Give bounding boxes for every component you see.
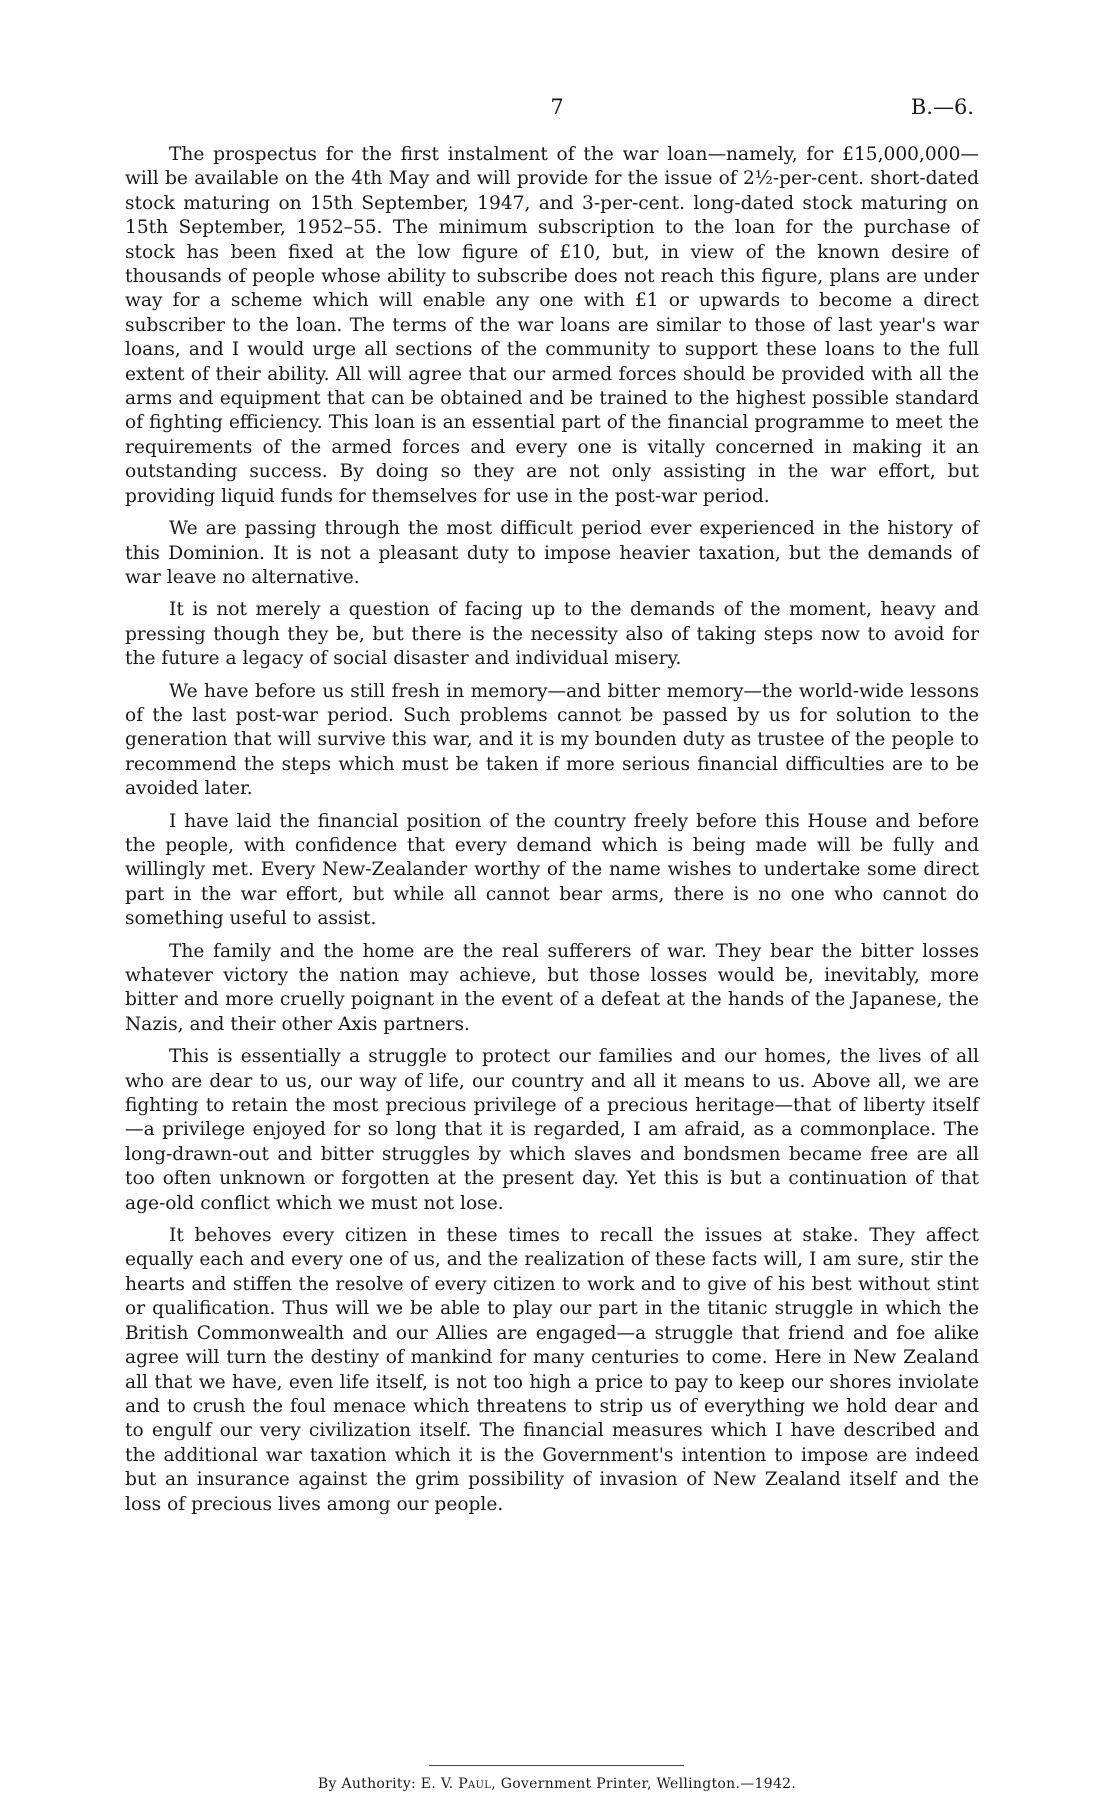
document-reference: B.—6. [910, 95, 974, 119]
paragraph-post-war-lessons: We have before us still fresh in memory—and bitter memory—the world-wide lessons of the last post-war period. Such problems cannot be passed by us for solution to the generation that will survive this war, and it is my bounden duty as trustee of the people to recommend the steps which must be taken if more serious financial difficulties are to be avoided later. [125, 680, 979, 800]
imprint-prefix: By Authority: E. V. [317, 1776, 459, 1792]
imprint-printer-name: Paul [458, 1776, 492, 1792]
printer-imprint [0, 1776, 1114, 1792]
page-number: 7 [550, 95, 564, 119]
paragraph-financial-position: I have laid the financial position of the country freely before this House and before the people, with confidence that every demand which is being made will be fully and willingly met. Every New-Zealander worthy of the name wishes to undertake some direct part in the war effort, but while all cannot bear arms, there is no one who cannot do something useful to assist. [125, 810, 979, 930]
paragraph-family-and-home: The family and the home are the real sufferers of war. They bear the bitter losses whatever victory the nation may achieve, but those losses would be, inevitably, more bitter and more cruelly poignant in the event of a defeat at the hands of the Japanese, the Nazis, and their other Axis partners. [125, 940, 979, 1035]
paragraph-struggle-to-protect: This is essentially a struggle to protect our families and our homes, the lives of all who are dear to us, our way of life, our country and all it means to us. Above all, we are fighting to retain the most precious privilege of a precious heritage—that of liberty itself—a privilege enjoyed for so long that it is regarded, I am afraid, as a commonplace. The long-drawn-out and bitter struggles by which slaves and bondsmen became free are all too often unknown or forgotten at the present day. Yet this is but a continuation of that age-old conflict which we must not lose. [125, 1046, 979, 1214]
paragraph-demands-of-moment: It is not merely a question of facing up to the demands of the moment, heavy and pressing though they be, but there is the necessity also of taking steps now to avoid for the future a legacy of social disaster and individual misery. [125, 599, 979, 670]
paragraph-every-citizen: It behoves every citizen in these times to recall the issues at stake. They affect equally each and every one of us, and the realization of these facts will, I am sure, stir the hearts and stiffen the resolve of every citizen to work and to give of his best without stint or qualification. Thus will we be able to play our part in the titanic struggle in which the British Commonwealth and our Allies are engaged—a struggle that friend and foe alike agree will turn the destiny of mankind for many centuries to come. Here in New Zealand all that we have, even life itself, is not too high a price to pay to keep our shores inviolate and to crush the foul menace which threatens to strip us of everything we hold dear and to engulf our very civilization itself. The financial measures which I have described and the additional war taxation which it is the Government's intention to impose are indeed but an insurance against the grim possibility of invasion of New Zealand itself and the loss of precious lives among our people. [125, 1225, 979, 1515]
paragraph-war-loan: The prospectus for the first instalment of the war loan—namely, for £15,000,000—will be available on the 4th May and will provide for the issue of 2½-per-cent. short-dated stock maturing on 15th September, 1947, and 3-per-cent. long-dated stock maturing on 15th September, 1952–55. The minimum subscription to the loan for the purchase of stock has been fixed at the low figure of £10, but, in view of the known desire of thousands of people whose ability to subscribe does not reach this figure, plans are under way for a scheme which will enable any one with £1 or upwards to become a direct subscriber to the loan. The terms of the war loans are similar to those of last year's war loans, and I would urge all sections of the community to support these loans to the full extent of their ability. All will agree that our armed forces should be provided with all the arms and equipment that can be obtained and be trained to the highest possible standard of fighting efficiency. This loan is an essential part of the financial programme to meet the requirements of the armed forces and every one is vitally concerned in making it an outstanding success. By doing so they are not only assisting in the war effort, but providing liquid funds for themselves for use in the post-war period. [125, 144, 979, 507]
paragraph-difficult-period: We are passing through the most difficult period ever experienced in the history of this Dominion. It is not a pleasant duty to impose heavier taxation, but the demands of war leave no alternative. [125, 518, 979, 588]
imprint-suffix: , Government Printer, Wellington.—1942. [491, 1776, 797, 1792]
body-text [125, 143, 979, 1525]
footer-divider [429, 1765, 684, 1766]
